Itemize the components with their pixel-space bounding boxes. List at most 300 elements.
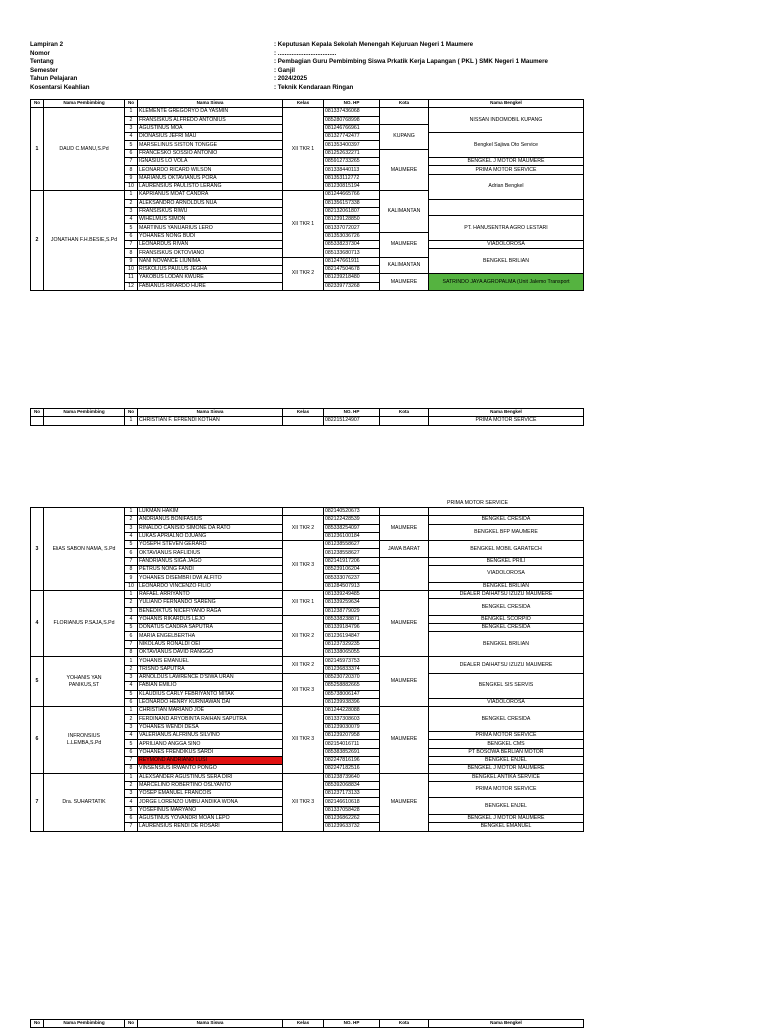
- student-number: 2: [125, 516, 138, 524]
- student-number: 2: [125, 199, 138, 207]
- student-number: 1: [125, 191, 138, 199]
- student-name: MARIANUS OKTAVIANUS PORA: [138, 174, 283, 182]
- mentor-name: JONATHAN F.H.BESIE,S.Pd: [44, 191, 125, 291]
- city-cell: MAUMERE: [380, 773, 429, 831]
- student-number: 1: [125, 773, 138, 781]
- student-name: MARSELINUS SISTON TONGGE: [138, 141, 283, 149]
- phone-cell: 081284507913: [324, 582, 380, 590]
- student-name: MARCELINO ROBERTINO OSLYANTO: [138, 781, 283, 789]
- city-cell: KALIMANTAN: [380, 191, 429, 232]
- mentor-name: [44, 417, 125, 425]
- table-header-row: [31, 100, 584, 108]
- column-header: Nama Bengkel: [429, 409, 584, 417]
- column-header: Nama Siswa: [138, 100, 283, 108]
- phone-cell: 081236194847: [324, 632, 380, 640]
- phone-cell: 082146610618: [324, 798, 380, 806]
- phone-cell: 085338254097: [324, 524, 380, 532]
- student-name: YOSEPH STEVEN GERARD: [138, 541, 283, 549]
- workshop-cell: BENGKEL BRILIAN: [429, 632, 584, 657]
- city-cell: MAUMERE: [380, 590, 429, 656]
- student-name: ALEXSANDER AGUSTINUS SERA DIRI: [138, 773, 283, 781]
- student-number: 6: [125, 814, 138, 822]
- phone-cell: 082145973753: [324, 657, 380, 665]
- workshop-cell: VIADOLOROSA: [429, 698, 584, 706]
- column-header: Nama Bengkel: [429, 1020, 584, 1028]
- meta-value: : Ganjil: [274, 66, 295, 74]
- phone-cell: 081327742477: [324, 133, 380, 141]
- student-name: WIHELMUS SIMON: [138, 216, 283, 224]
- student-number: 4: [125, 532, 138, 540]
- city-cell: MAUMERE: [380, 274, 429, 291]
- class-cell: [283, 417, 324, 425]
- phone-cell: 082154016711: [324, 740, 380, 748]
- workshop-cell: VIADOLOROSA: [429, 241, 584, 249]
- meta-value: : Keputusan Kepala Sekolah Menengah Kejuruan Negeri 1 Maumere: [274, 41, 474, 48]
- student-name: FANDRIANUS SIGA JAGO: [138, 557, 283, 565]
- student-name: FRANSISKUS ALFREDO ANTONIUS: [138, 116, 283, 124]
- student-number: 9: [125, 174, 138, 182]
- table-row: [31, 657, 584, 665]
- student-number: 2: [125, 665, 138, 673]
- student-number: 7: [125, 823, 138, 831]
- student-name: LEONARDO HENRY KURNIAWAN DAI: [138, 698, 283, 706]
- student-name: YULIANO FERNANDO SARENG: [138, 599, 283, 607]
- student-number: 7: [125, 640, 138, 648]
- phone-cell: 081236833374: [324, 665, 380, 673]
- student-name: KLAUDIUS CARLY FEBRIYANTO MITAK: [138, 690, 283, 698]
- student-number: 8: [125, 166, 138, 174]
- student-number: 4: [125, 732, 138, 740]
- phone-cell: 081238779029: [324, 607, 380, 615]
- student-number: 4: [125, 133, 138, 141]
- student-number: 7: [125, 158, 138, 166]
- student-name: CHRISTIAN MARIANO JOE: [138, 707, 283, 715]
- student-number: 3: [125, 790, 138, 798]
- workshop-cell: PT. HANUSENTRA AGRO LESTARI: [429, 216, 584, 241]
- student-name: AGUSTINUS YOVANDRI MOAN LEPO: [138, 814, 283, 822]
- student-name: OKTAVIANUS DAVID RANGGO: [138, 649, 283, 657]
- student-number: 3: [125, 607, 138, 615]
- phone-cell: 081246766961: [324, 124, 380, 132]
- student-number: 5: [125, 690, 138, 698]
- column-header: No: [31, 1020, 44, 1028]
- city-cell: MAUMERE: [380, 516, 429, 541]
- student-name: LUKMAN HAKIM: [138, 508, 283, 516]
- workshop-cell: BENGKEL J MOTOR MAUMERE: [429, 765, 584, 773]
- workshop-cell: BENGKEL PRILI: [429, 557, 584, 565]
- student-number: 5: [125, 806, 138, 814]
- workshop-cell: BENGKEL ENJEL: [429, 756, 584, 764]
- phone-cell: 082215124907: [324, 417, 380, 425]
- student-name: FABIANUS RIKARDO HURE: [138, 282, 283, 290]
- student-name: YOHANIS RIKARDUS LEJO: [138, 615, 283, 623]
- column-header: NO. HP: [324, 100, 380, 108]
- student-name: JORGE LORENZO UMBU ANDIKA WONA: [138, 798, 283, 806]
- student-number: 10: [125, 182, 138, 190]
- mentor-number: 2: [31, 191, 44, 291]
- mentor-name: YOHANIS YAN PANIKUS,ST: [44, 657, 125, 707]
- workshop-cell: PRIMA MOTOR SERVICE: [429, 781, 584, 798]
- table-row: [31, 508, 584, 516]
- mentor-table-page-2: [30, 408, 584, 426]
- student-name: YOHANES DISEMBRI DWI ALFITO: [138, 574, 283, 582]
- student-name: YAKOBUS LODAN KWURE: [138, 274, 283, 282]
- meta-value: : Teknik Kendaraan Ringan: [274, 84, 354, 91]
- student-name: YOHANES FRENDIKUS SARDI: [138, 748, 283, 756]
- student-name: YOSEFINUS MARYANO: [138, 806, 283, 814]
- student-number: 1: [125, 508, 138, 516]
- phone-cell: 081339259634: [324, 599, 380, 607]
- mentor-name: INFRONSIUS L.LEMBA,S.Pd: [44, 707, 125, 773]
- student-name: YOHANES NONG BUDI: [138, 232, 283, 240]
- student-name: RINALDO CANISIO SIMONE DA RATO: [138, 524, 283, 532]
- workshop-cell: SATRINDO JAYA AGROPALMA (Unit Jalemo Transport: [429, 274, 584, 291]
- phone-cell: 081236862262: [324, 814, 380, 822]
- phone-cell: 085338237304: [324, 241, 380, 249]
- phone-cell: 081244228088: [324, 707, 380, 715]
- student-name: FRANSISKUS OKTOVIANO: [138, 249, 283, 257]
- student-number: 12: [125, 282, 138, 290]
- meta-label: Nomor: [30, 49, 50, 57]
- column-header: Nama Pembimbing: [44, 100, 125, 108]
- column-header: No: [31, 100, 44, 108]
- phone-cell: 082147504678: [324, 265, 380, 273]
- city-cell: MAUMERE: [380, 232, 429, 257]
- meta-value: : 2024/2025: [274, 75, 308, 83]
- mentor-number: [31, 417, 44, 425]
- workshop-cell: BENGKEL CRESIDA: [429, 599, 584, 616]
- column-header: NO. HP: [324, 409, 380, 417]
- mentor-name: DAUD C.MANU,S.Pd: [44, 108, 125, 191]
- student-name: FABIAN EMILIO: [138, 682, 283, 690]
- phone-cell: 081239128850: [324, 216, 380, 224]
- city-cell: JAWA BARAT: [380, 541, 429, 558]
- workshop-cell: BENGKEL CRESIDA: [429, 624, 584, 632]
- student-number: 3: [125, 124, 138, 132]
- city-cell: MAUMERE: [380, 149, 429, 190]
- workshop-cell: PT BOSOWA BERLIAN MOTOR: [429, 748, 584, 756]
- phone-cell: 085338238871: [324, 615, 380, 623]
- student-number: 7: [125, 241, 138, 249]
- student-name: KAPRIANUS MOAT CANDRA: [138, 191, 283, 199]
- phone-cell: 081239633732: [324, 823, 380, 831]
- student-name: MARIA ENGELBERTHA: [138, 632, 283, 640]
- student-number: 8: [125, 765, 138, 773]
- workshop-cell: BENGKEL BRILIAN: [429, 582, 584, 590]
- phone-cell: 081338065055: [324, 649, 380, 657]
- phone-cell: 081252632271: [324, 149, 380, 157]
- phone-cell: 081239030079: [324, 723, 380, 731]
- table-row: [31, 417, 584, 425]
- student-number: 11: [125, 274, 138, 282]
- workshop-cell: DEALER DAIHATSU IZUZU MAUMERE: [429, 590, 584, 598]
- phone-cell: 081353036726: [324, 232, 380, 240]
- meta-label: Tentang: [30, 58, 54, 66]
- phone-cell: 085280768998: [324, 116, 380, 124]
- student-number: 2: [125, 715, 138, 723]
- phone-cell: 081356157338: [324, 199, 380, 207]
- workshop-cell: DEALER DAIHATSU IZUZU MAUMERE: [429, 657, 584, 674]
- student-name: NIKOLAUS RONALDI OEI: [138, 640, 283, 648]
- student-number: 9: [125, 574, 138, 582]
- column-header: Kelas: [283, 100, 324, 108]
- student-number: 1: [125, 590, 138, 598]
- student-name: FRANCESKO SOSSIO ANTONIO: [138, 149, 283, 157]
- phone-cell: 081339249485: [324, 590, 380, 598]
- phone-cell: 082247182516: [324, 765, 380, 773]
- student-name: DONATUS CANDRA SAPUTRA: [138, 624, 283, 632]
- student-number: 2: [125, 599, 138, 607]
- phone-cell: 081236100184: [324, 532, 380, 540]
- city-cell: MAUMERE: [380, 657, 429, 707]
- city-cell: [380, 557, 429, 590]
- workshop-cell: BENGKEL J MOTOR MAUMERE: [429, 158, 584, 166]
- student-number: 6: [125, 698, 138, 706]
- phone-cell: 082141917206: [324, 557, 380, 565]
- student-number: 8: [125, 566, 138, 574]
- phone-cell: 085383852691: [324, 748, 380, 756]
- student-number: 1: [125, 417, 138, 425]
- workshop-cell: BENGKEL SIS SERVIS: [429, 673, 584, 698]
- phone-cell: 081239938396: [324, 698, 380, 706]
- workshop-cell: [429, 508, 584, 516]
- phone-cell: 081238558627: [324, 549, 380, 557]
- student-name: YOHANES WENDI DESA: [138, 723, 283, 731]
- column-header: Kota: [380, 409, 429, 417]
- student-number: 3: [125, 673, 138, 681]
- city-cell: [380, 508, 429, 516]
- column-header: Nama Siswa: [138, 1020, 283, 1028]
- table-row: [31, 707, 584, 715]
- workshop-cell: BENGKEL EMANUEL: [429, 823, 584, 831]
- phone-cell: 081238739640: [324, 773, 380, 781]
- student-number: 3: [125, 723, 138, 731]
- mentor-table-page-3: [30, 507, 584, 832]
- student-name: RAFAEL ARRIYANTO: [138, 590, 283, 598]
- column-header: No: [125, 1020, 138, 1028]
- student-number: 7: [125, 756, 138, 764]
- city-cell: KUPANG: [380, 124, 429, 149]
- column-header: No: [125, 100, 138, 108]
- column-header: Kota: [380, 100, 429, 108]
- page-3-top-fragment: [30, 497, 555, 507]
- workshop-cell: PRIMA MOTOR SERVICE: [429, 166, 584, 174]
- phone-cell: 081337436068: [324, 108, 380, 116]
- class-cell: XII TKR 3: [283, 773, 324, 831]
- student-name: LUKAS APRIALNO DJUANG: [138, 532, 283, 540]
- table-row: [31, 108, 584, 116]
- student-number: 2: [125, 116, 138, 124]
- phone-cell: 085912733265: [324, 158, 380, 166]
- phone-cell: 085258882665: [324, 682, 380, 690]
- mentor-number: 1: [31, 108, 44, 191]
- phone-cell: 081337308603: [324, 715, 380, 723]
- phone-cell: 082122428539: [324, 516, 380, 524]
- workshop-cell: PRIMA MOTOR SERVICE: [429, 417, 584, 425]
- city-cell: MAUMERE: [380, 707, 429, 773]
- phone-cell: 081239207958: [324, 732, 380, 740]
- student-number: 6: [125, 549, 138, 557]
- meta-label: Kosentarsi Keahlian: [30, 84, 90, 91]
- phone-cell: 081230815194: [324, 182, 380, 190]
- student-name: ALEKSANDRO ARNOLDUS NUA: [138, 199, 283, 207]
- student-number: 5: [125, 141, 138, 149]
- student-number: 1: [125, 657, 138, 665]
- phone-cell: 081238558627: [324, 541, 380, 549]
- mentor-table-page-1: [30, 99, 584, 291]
- phone-cell: 081337058428: [324, 806, 380, 814]
- meta-label: Tahun Pelajaran: [30, 75, 78, 83]
- student-name: FERDINAND ARYOBINTA RAIHAN SAPUTRA: [138, 715, 283, 723]
- column-header: Kelas: [283, 1020, 324, 1028]
- student-number: 3: [125, 207, 138, 215]
- class-cell: [283, 508, 324, 516]
- student-number: 9: [125, 257, 138, 265]
- phone-cell: 085239106204: [324, 566, 380, 574]
- workshop-cell: PRIMA MOTOR SERVICE: [429, 732, 584, 740]
- student-name: YOSEP EMANUEL FRANCOIS: [138, 790, 283, 798]
- city-cell: [380, 108, 429, 125]
- class-cell: XII TKR 3: [283, 541, 324, 591]
- student-number: 4: [125, 216, 138, 224]
- student-number: 10: [125, 582, 138, 590]
- phone-cell: 081237329235: [324, 640, 380, 648]
- workshop-cell: BENGKEL BFP MAUMERE: [429, 524, 584, 541]
- student-number: 4: [125, 615, 138, 623]
- student-name: TRISNO SAPUTRA: [138, 665, 283, 673]
- student-name: BENEDIKTUS NICEFIYANO RAGA: [138, 607, 283, 615]
- mentor-number: 7: [31, 773, 44, 831]
- workshop-cell: NISSAN INDOMOBIL KUPANG: [429, 108, 584, 133]
- student-number: 5: [125, 224, 138, 232]
- student-name: VINSENSIUS IRWANTO PONGO: [138, 765, 283, 773]
- student-number: 4: [125, 682, 138, 690]
- phone-cell: 081239218480: [324, 274, 380, 282]
- student-name: VALERIANUS ALFRINUS SILVINO: [138, 732, 283, 740]
- class-cell: XII TKR 2: [283, 615, 324, 656]
- student-name: ANDRIANUS BONIFASIUS: [138, 516, 283, 524]
- student-number: 3: [125, 524, 138, 532]
- student-name: LAURENSIUS RENDI DE ROSARI: [138, 823, 283, 831]
- workshop-cell: BENGKEL J MOTOR MAUMERE: [429, 814, 584, 822]
- phone-cell: 082132061807: [324, 207, 380, 215]
- workshop-cell: BENGKEL MOBIL GARATECH: [429, 541, 584, 558]
- student-name: CHRISTIAN F. EFRENDI KOTHAN: [138, 417, 283, 425]
- city-cell: [380, 417, 429, 425]
- column-header: Kelas: [283, 409, 324, 417]
- phone-cell: 081247661911: [324, 257, 380, 265]
- workshop-cell-fragment: PRIMA MOTOR SERVICE: [447, 500, 508, 506]
- student-name: LEONARDO RICARD WILSON: [138, 166, 283, 174]
- student-name: RISKOLIUS PAULUS JEGHA: [138, 265, 283, 273]
- student-name: KLEMENTE GREGORYO DA YASMIN: [138, 108, 283, 116]
- document-header: [30, 41, 750, 97]
- student-number: 8: [125, 249, 138, 257]
- table-row: [31, 590, 584, 598]
- student-name: LEONARDO VINCENZO FILIO: [138, 582, 283, 590]
- student-number: 1: [125, 707, 138, 715]
- phone-cell: 081353400397: [324, 141, 380, 149]
- class-cell: XII TKR 2: [283, 257, 324, 290]
- workshop-cell: BENGKEL BRILIAN: [429, 249, 584, 274]
- class-cell: XII TKR 1: [283, 191, 324, 257]
- phone-cell: 081244665766: [324, 191, 380, 199]
- class-cell: XII TKR 3: [283, 673, 324, 706]
- student-number: 6: [125, 149, 138, 157]
- student-name: NANI NOVANCE LIUNIMA: [138, 257, 283, 265]
- meta-value: : ..................................: [274, 49, 337, 57]
- workshop-cell: VIADOLOROSA: [429, 566, 584, 583]
- mentor-number: 5: [31, 657, 44, 707]
- student-number: 10: [125, 265, 138, 273]
- column-header: No: [125, 409, 138, 417]
- student-name: AGUSTINUS MOA: [138, 124, 283, 132]
- table-header-row: [31, 409, 584, 417]
- meta-label: Lampiran 2: [30, 41, 64, 48]
- table-row: [31, 773, 584, 781]
- class-cell: XII TKR 1: [283, 590, 324, 615]
- student-number: 1: [125, 108, 138, 116]
- column-header: Nama Pembimbing: [44, 409, 125, 417]
- phone-cell: 081339184796: [324, 624, 380, 632]
- student-number: 4: [125, 798, 138, 806]
- student-number: 5: [125, 740, 138, 748]
- student-name: IGNASIUS LO VOLA: [138, 158, 283, 166]
- phone-cell: 081338440113: [324, 166, 380, 174]
- student-name: LEONARDUS RIVAN: [138, 241, 283, 249]
- class-cell: XII TKR 1: [283, 108, 324, 191]
- phone-cell: 082339773268: [324, 282, 380, 290]
- phone-cell: 085738006147: [324, 690, 380, 698]
- workshop-cell: BENGKEL CMS: [429, 740, 584, 748]
- student-number: 6: [125, 748, 138, 756]
- phone-cell: 081237173133: [324, 790, 380, 798]
- phone-cell: 085133680713: [324, 249, 380, 257]
- student-number: 8: [125, 649, 138, 657]
- phone-cell: 081353112772: [324, 174, 380, 182]
- student-number: 5: [125, 624, 138, 632]
- column-header: Nama Bengkel: [429, 100, 584, 108]
- workshop-cell: BENGKEL CRESIDA: [429, 707, 584, 732]
- class-cell: XII TKR 2: [283, 516, 324, 541]
- student-name: OKTAVIANUS RAFLIDIUS: [138, 549, 283, 557]
- student-name: YOHANIS EMANUEL: [138, 657, 283, 665]
- student-name: MARTINUS YANUARIUS LERO: [138, 224, 283, 232]
- student-name: FRANSISKUS RIWU: [138, 207, 283, 215]
- phone-cell: 085230720370: [324, 673, 380, 681]
- meta-value: : Pembagian Guru Pembimbing Siswa Prkatik Kerja Lapangan ( PKL ) SMK Negeri 1 Maumere: [274, 58, 548, 66]
- column-header: Nama Pembimbing: [44, 1020, 125, 1028]
- workshop-cell: Adrian Bengkel: [429, 174, 584, 199]
- workshop-cell: BENGKEL ANTIKA SERVICE: [429, 773, 584, 781]
- student-name: APRILIANO ANGGA SINO: [138, 740, 283, 748]
- student-number: 2: [125, 781, 138, 789]
- workshop-cell: BENGKEL CRESIDA: [429, 516, 584, 524]
- student-number: 7: [125, 557, 138, 565]
- phone-cell: 085392068834: [324, 781, 380, 789]
- mentor-number: 4: [31, 590, 44, 656]
- column-header: NO. HP: [324, 1020, 380, 1028]
- city-cell: KALIMANTAN: [380, 257, 429, 274]
- phone-cell: 081337072027: [324, 224, 380, 232]
- phone-cell: 082247816196: [324, 756, 380, 764]
- student-name: PETRUS NONG FANDI: [138, 566, 283, 574]
- workshop-cell: BENGKEL SCORPIO: [429, 615, 584, 623]
- student-number: 6: [125, 632, 138, 640]
- mentor-number: 3: [31, 508, 44, 591]
- class-cell: XII TKR 2: [283, 657, 324, 674]
- column-header: Kota: [380, 1020, 429, 1028]
